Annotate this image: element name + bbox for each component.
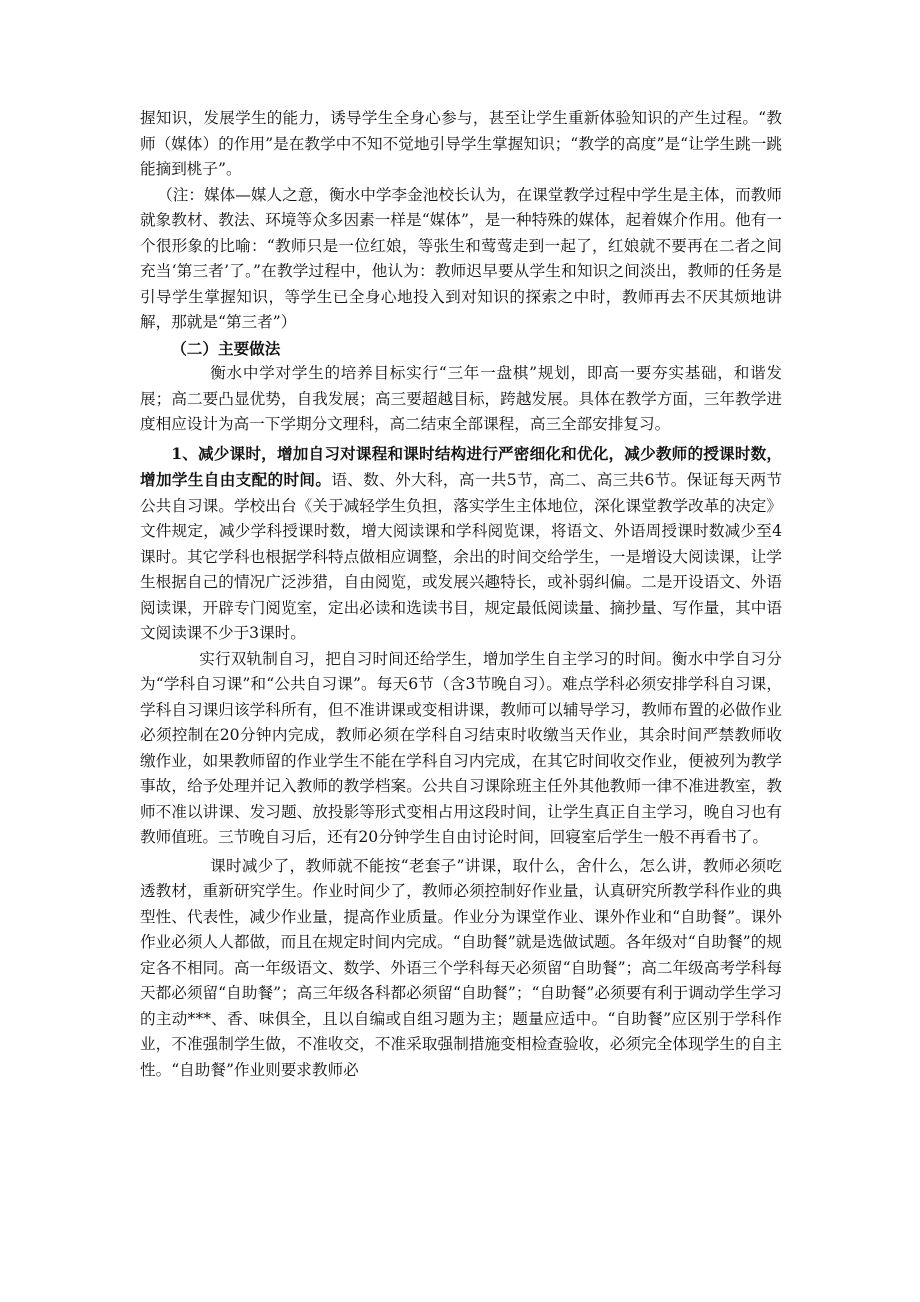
paragraph-homework-buffet: 课时减少了，教师就不能按“老套子”讲课，取什么，舍什么，怎么讲，教师必须吃透教材，重新研究学生。作业时间少了，教师必须控制好作业量，认真研究所教学科作业的典型性、代表性，减少作业量，提高作业质量。作业分为课堂作业、课外作业和“自助餐”。课外作业必须人人都做，而且在规定时间内完成。“自助餐”就是选做试题。各年级对“自助餐”的规定各不相同。高一年级语文、数学、外语三个学科每天必须留“自助餐”；高二年级高考学科每天都必须留“自助餐”；高三年级各科都必须留“自助餐”；“自助餐”必须要有利于调动学生学习的主动***、香、味俱全，且以自编或自组习题为主；题量应适中。“自助餐”应区别于学科作业，不准强制学生做，不准收交，不准采取强制措施变相检查验收，必须完全体现学生的自主性。“自助餐”作业则要求教师必: [140, 856, 782, 1079]
section-heading-main-practices: （二）主要做法: [171, 338, 281, 358]
paragraph-training-goals: 衡水中学对学生的培养目标实行“三年一盘棋”规划，即高一要夯实基础，和谐发展；高二要凸显优势，自我发展；高三要超越目标，跨越发展。具体在教学方面，三年教学进度相应设计为高一下学期分文理科，高二结束全部课程，高三全部安排复习。: [140, 364, 782, 433]
paragraph-dual-track-study: 实行双轨制自习，把自习时间还给学生，增加学生自主学习的时间。衡水中学自习分为“学科自习课”和“公共自习课”。每天6节（含3节晚自习）。难点学科必须安排学科自习课，学科自习课归该学科所有，但不准讲课或变相讲课，教师可以辅导学习，教师布置的必做作业必须控制在20分钟内完成，教师必须在学科自习结束时收缴当天作业，其余时间严禁教师收缴作业，如果教师留的作业学生不能在学科自习内完成，在其它时间收交作业，便被列为教学事故，给予处理并记入教师的教学档案。公共自习课除班主任外其他教师一律不准进教室，教师不准以讲课、发习题、放投影等形式变相占用这段时间，让学生真正自主学习，晚自习也有教师值班。三节晚自习后，还有20分钟学生自由讨论时间，回寝室后学生一般不再看书了。: [140, 649, 782, 846]
document-page: [140, 106, 782, 1083]
paragraph-reduce-class-hours-body: 语、数、外大科，高一共5节，高二、高三共6节。保证每天两节公共自习课。学校出台《关于减轻学生负担，落实学生主体地位，深化课堂教学改革的决定》文件规定，减少学科授课时数，增大阅读课和学科阅览课，将语文、外语周授课时数减少至4课时。其它学科也根据学科特点做相应调整，余出的时间交给学生，一是增设大阅读课，让学生根据自己的情况广泛涉猎，自由阅览，或发展兴趣特长，或补弱纠偏。二是开设语文、外语阅读课，开辟专门阅览室，定出必读和选读书目，规定最低阅读量、摘抄量、写作量，其中语文阅读课不少于3课时。: [140, 471, 782, 642]
paragraph-intro-continuation: 握知识，发展学生的能力，诱导学生全身心参与，甚至让学生重新体验知识的产生过程。“教师（媒体）的作用”是在教学中不知不觉地引导学生掌握知识；“教学的高度”是“让学生跳一跳能摘到桃子”。: [140, 109, 782, 178]
paragraph-note: （注：媒体—媒人之意，衡水中学李金池校长认为，在课堂教学过程中学生是主体，而教师就象教材、教法、环境等众多因素一样是“媒体”，是一种特殊的媒体，起着媒介作用。他有一个很形象的比喻：“教师只是一位红娘，等张生和莺莺走到一起了，红娘就不要再在二者之间充当‘第三者’了。”在教学过程中，他认为：教师迟早要从学生和知识之间淡出，教师的任务是引导学生掌握知识，等学生已全身心地投入到对知识的探索之中时，教师再去不厌其烦地讲解，那就是“第三者”）: [140, 185, 782, 331]
paragraph-reduce-class-hours-lead: 1、减少课时，增加自习对课程和课时结构进行严密细化和优化，减少教师的授课时数，增加学生自由支配的时间。: [140, 443, 782, 489]
paragraph-reduce-class-hours: [140, 441, 782, 647]
